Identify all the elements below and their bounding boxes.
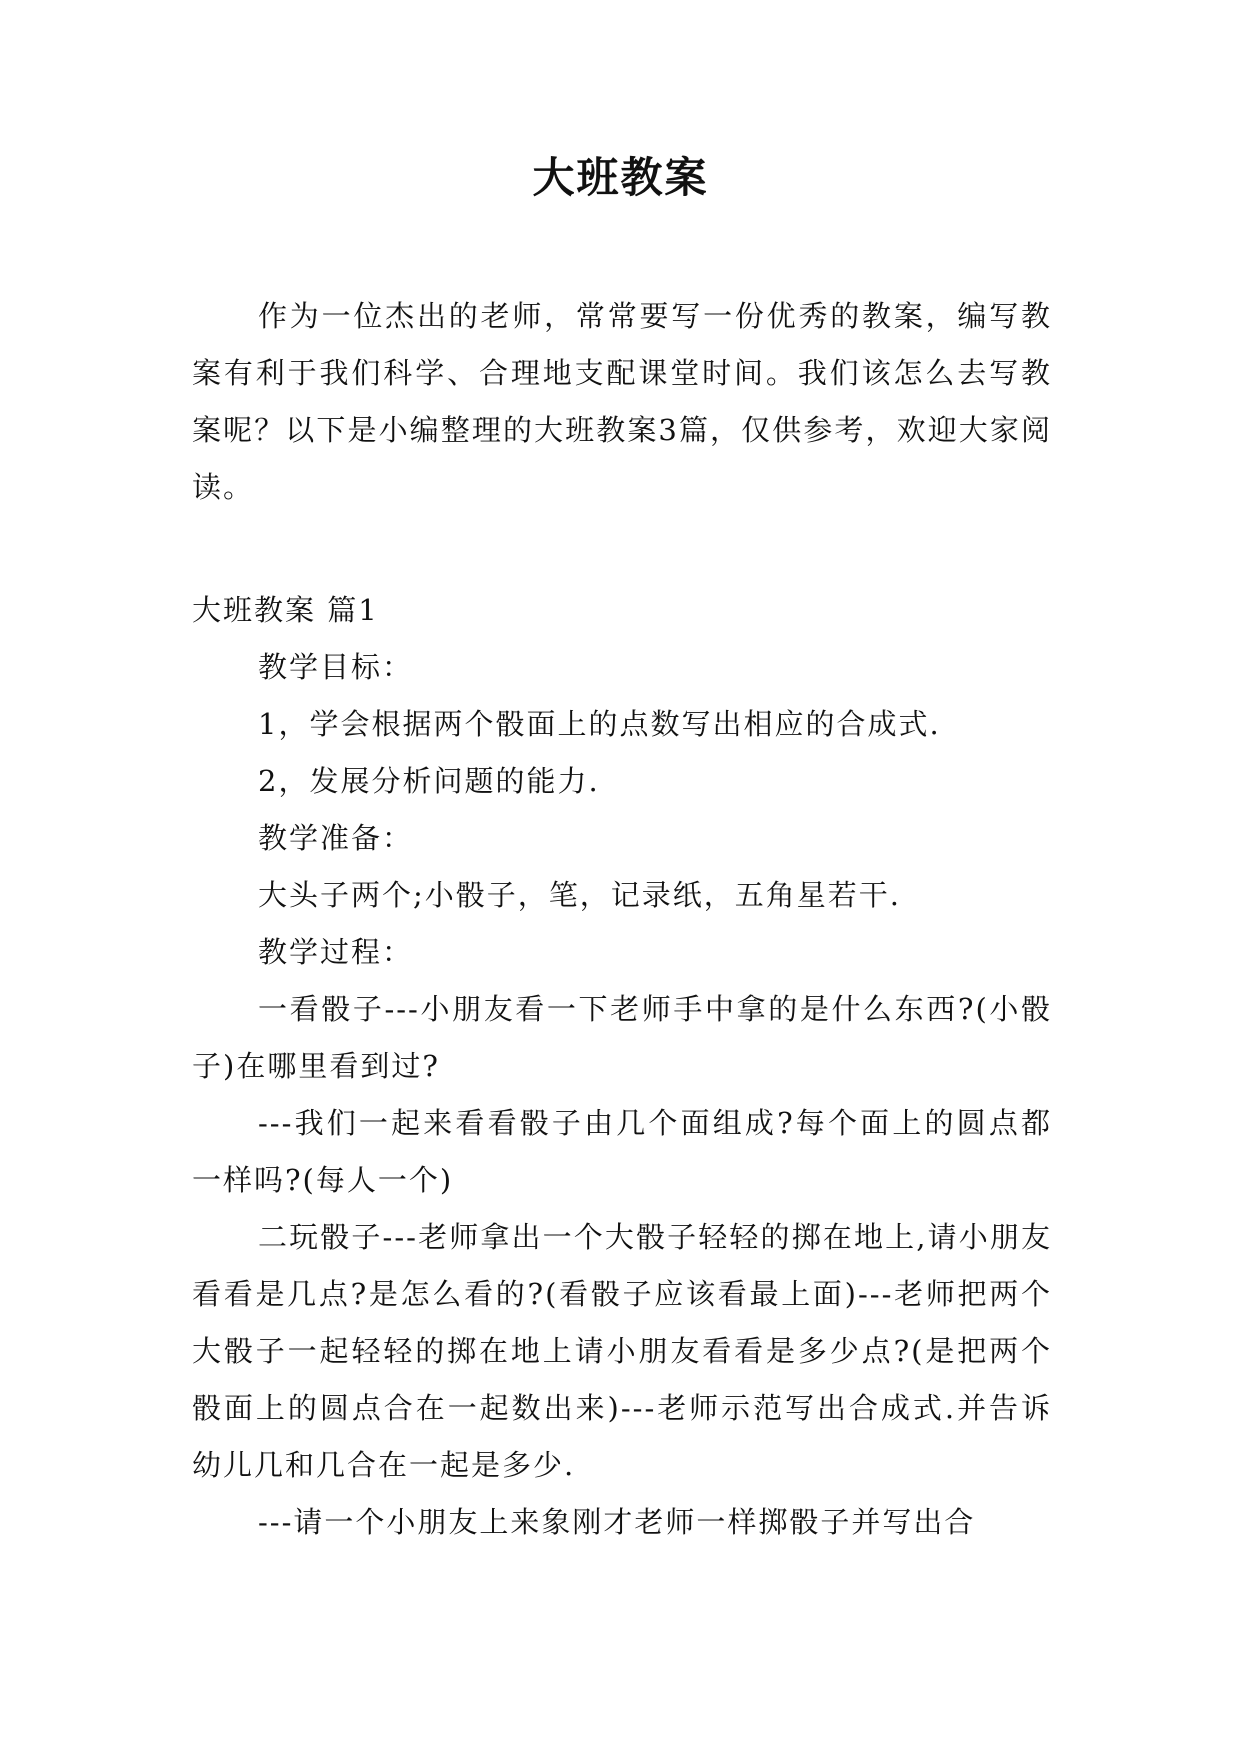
paragraph: 2，发展分析问题的能力. bbox=[258, 764, 600, 798]
paragraph: 1，学会根据两个骰面上的点数写出相应的合成式. bbox=[258, 707, 941, 741]
document-title: 大班教案 bbox=[532, 153, 709, 202]
section-body bbox=[192, 639, 1052, 1551]
paragraph: ---请一个小朋友上来象刚才老师一样掷骰子并写出合 bbox=[258, 1505, 976, 1539]
paragraph: 教学准备： bbox=[258, 821, 414, 855]
paragraph: 一看骰子---小朋友看一下老师手中拿的是什么东西?(小骰子)在哪里看到过? bbox=[192, 992, 1052, 1083]
intro-paragraph bbox=[192, 288, 1052, 516]
intro-text: 作为一位杰出的老师，常常要写一份优秀的教案，编写教案有利于我们科学、合理地支配课堂时间。我们该怎么去写教案呢？以下是小编整理的大班教案3篇，仅供参考，欢迎大家阅读。 bbox=[192, 299, 1052, 504]
paragraph: 教学过程： bbox=[258, 935, 414, 969]
section-heading: 大班教案 篇1 bbox=[192, 593, 379, 627]
paragraph: 大头子两个;小骰子，笔，记录纸，五角星若干. bbox=[258, 878, 901, 912]
paragraph: 教学目标： bbox=[258, 650, 414, 684]
paragraph: 二玩骰子---老师拿出一个大骰子轻轻的掷在地上,请小朋友看看是几点?是怎么看的?(看骰子应该看最上面)---老师把两个大骰子一起轻轻的掷在地上请小朋友看看是多少点?(是把两个骰面上的圆点合在一起数出来)---老师示范写出合成式.并告诉幼儿几和几合在一起是多少. bbox=[192, 1220, 1052, 1482]
paragraph: ---我们一起来看看骰子由几个面组成?每个面上的圆点都一样吗?(每人一个) bbox=[192, 1106, 1052, 1197]
